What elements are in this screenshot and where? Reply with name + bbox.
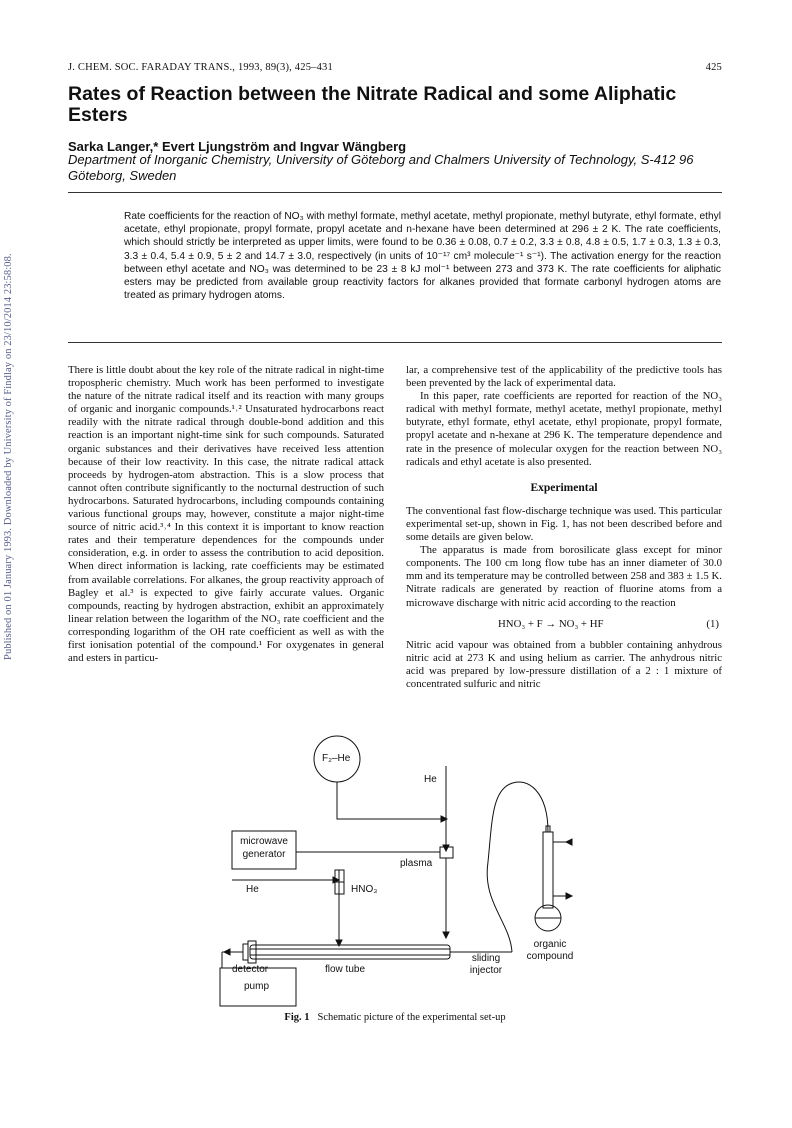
download-watermark — [0, 250, 20, 660]
right-column — [406, 364, 722, 691]
figure-setup-schematic — [210, 732, 590, 1012]
abstract: Rate coefficients for the reaction of NO₃ with methyl formate, methyl acetate, methyl propionate, methyl butyrate, ethyl formate, ethyl acetate, ethyl propionate, propyl formate, propyl acetate and n-hexane have been determined at 296 ± 2 K. The rate coefficients, which should strictly be interpreted as upper limits, were found to be 0.36 ± 0.08, 0.7 ± 0.2, 3.3 ± 0.8, 4.8 ± 0.5, 1.7 ± 0.3, 1.3 ± 0.3, 3.3 ± 0.4, 5.4 ± 0.9, 5 ± 2 and 14.7 ± 3.0, respectively (in units of 10⁻¹⁷ cm³ molecule⁻¹ s⁻¹). The activation energy for the reaction between ethyl acetate and NO₃ was determined to be 23 ± 8 kJ mol⁻¹ between 273 and 373 K. The rate coefficients for aliphatic esters may be predicted from available group reactivity factors for alkanes provided that formate carbonyl hydrogen atoms are treated as primary hydrogen atoms. — [124, 211, 721, 302]
nitric-acid-paragraph: Nitric acid vapour was obtained from a bubbler containing anhydrous nitric acid at 273 K and using helium as carrier. The anhydrous nitric acid was prepared by low-pressure distillation of a 2 : 1 mixture of concentrated sulfuric and nitric — [406, 638, 722, 690]
method-paragraph: The conventional fast flow-discharge technique was used. This particular experimental set-up, shown in Fig. 1, has not been described before and some details are given below. — [406, 504, 722, 544]
figure-caption-text: Schematic picture of the experimental set-up — [317, 1012, 506, 1023]
organic-column — [543, 832, 553, 908]
label-f2-he: F₂–He — [322, 753, 351, 764]
apparatus-paragraph: The apparatus is made from borosilicate glass except for minor components. The 100 cm long flow tube has an inner diameter of 30.0 mm and its temperature may be controlled between 258 and 383 ± 1.5 K. Nitrate radicals are generated by reaction of fluorine atoms from a microwave discharge with nitric acid according to the reaction — [406, 544, 722, 609]
label-organic: organic — [533, 939, 567, 950]
label-hno3: HNO₃ — [351, 884, 378, 895]
label-flow-tube: flow tube — [325, 964, 366, 975]
label-compound: compound — [526, 951, 574, 962]
label-detector: detector — [232, 964, 269, 975]
left-column — [68, 364, 384, 665]
author-affiliation: Department of Inorganic Chemistry, University of Göteborg and Chalmers University of Technology, S-412 96 Göteborg, Sweden — [68, 152, 694, 183]
label-injector: injector — [469, 965, 503, 976]
page-number: 425 — [705, 62, 722, 73]
equation-number: (1) — [706, 617, 719, 630]
scope-paragraph: In this paper, rate coefficients are reported for reaction of the NO₃ radical with methyl formate, methyl acetate, methyl propionate, methyl butyrate, ethyl formate, ethyl acetate, ethyl propionate, propyl formate, propyl acetate and n-hexane at 296 K. The temperature dependence and rate in the presence of molecular oxygen for the reaction between NO₃ radicals and ethyl acetate is also presented. — [406, 390, 722, 468]
detector-fitting — [248, 941, 256, 963]
label-generator: generator — [242, 849, 286, 860]
label-sliding: sliding — [471, 953, 501, 964]
author-list: Sarka Langer,* Evert Ljungström and Ingvar Wängberg — [68, 139, 407, 154]
journal-citation: J. CHEM. SOC. FARADAY TRANS., 1993, 89(3), 425–431 — [68, 62, 333, 73]
label-he-left: He — [246, 884, 259, 895]
intro-continuation: lar, a comprehensive test of the applicability of the predictive tools has been prevented by the lack of experimental data. — [406, 364, 722, 390]
top-divider — [68, 192, 722, 193]
running-head — [68, 62, 722, 73]
reaction-equation — [406, 618, 722, 631]
equation-text: HNO₃ + F → NO₃ + HF — [498, 617, 604, 630]
download-watermark-text: Published on 01 January 1993. Downloaded by University of Findlay on 23/10/2014 23:58:08. — [3, 253, 14, 660]
label-pump: pump — [244, 981, 270, 992]
intro-paragraph: There is little doubt about the key role of the nitrate radical in night-time tropospheric chemistry. Much work has been performed to investigate the nature of the nitrate radical itself and its reaction with many groups of organic and inorganic compounds.¹˒² Unsaturated hydrocarbons react readily with the nitrate radical through double-bond addition and this reaction is an important night-time sink for such compounds. Saturated organic substances and their derivatives have received less attention because of their low reactivity. In this case, the nitrate radical attack proceeds by hydrogen-atom abstraction. This is a slow process that cannot often contribute significantly to the nocturnal destruction of such hydrocarbons. Saturated hydrocarbons, including compounds containing various functional groups may, however, constitute a major night-time source of nitric acid.³˒⁴ In this context it is important to know reaction rates and their temperature dependences for the compounds under consideration, e.g. in order to assess the contribution to acid deposition. When direct information is lacking, rate coefficients may be estimated from available correlations. For alkanes, the group reactivity approach of Bagley et al.³ is expected to give fairly accurate values. Organic compounds, reacting by hydrogen abstraction, exhibit an approximately linear relation between the logarithm of the NO₃ rate coefficient and the corresponding logarithm of the OH rate coefficient as well as with the first ionisation potential of the compound.¹ For oxygenates in general and esters in particu- — [68, 364, 384, 665]
organic-line — [487, 782, 548, 952]
article-title: Rates of Reaction between the Nitrate Radical and some Aliphatic Esters — [68, 83, 677, 126]
label-microwave: microwave — [240, 836, 288, 847]
f2-he-line — [337, 782, 443, 819]
flow-tube — [250, 945, 450, 959]
figure-caption — [68, 1012, 722, 1023]
section-heading-experimental: Experimental — [530, 481, 598, 494]
label-plasma: plasma — [400, 858, 433, 869]
figure-caption-number: Fig. 1 — [284, 1012, 310, 1023]
label-he-top: He — [424, 774, 437, 785]
abstract-divider — [68, 342, 722, 343]
